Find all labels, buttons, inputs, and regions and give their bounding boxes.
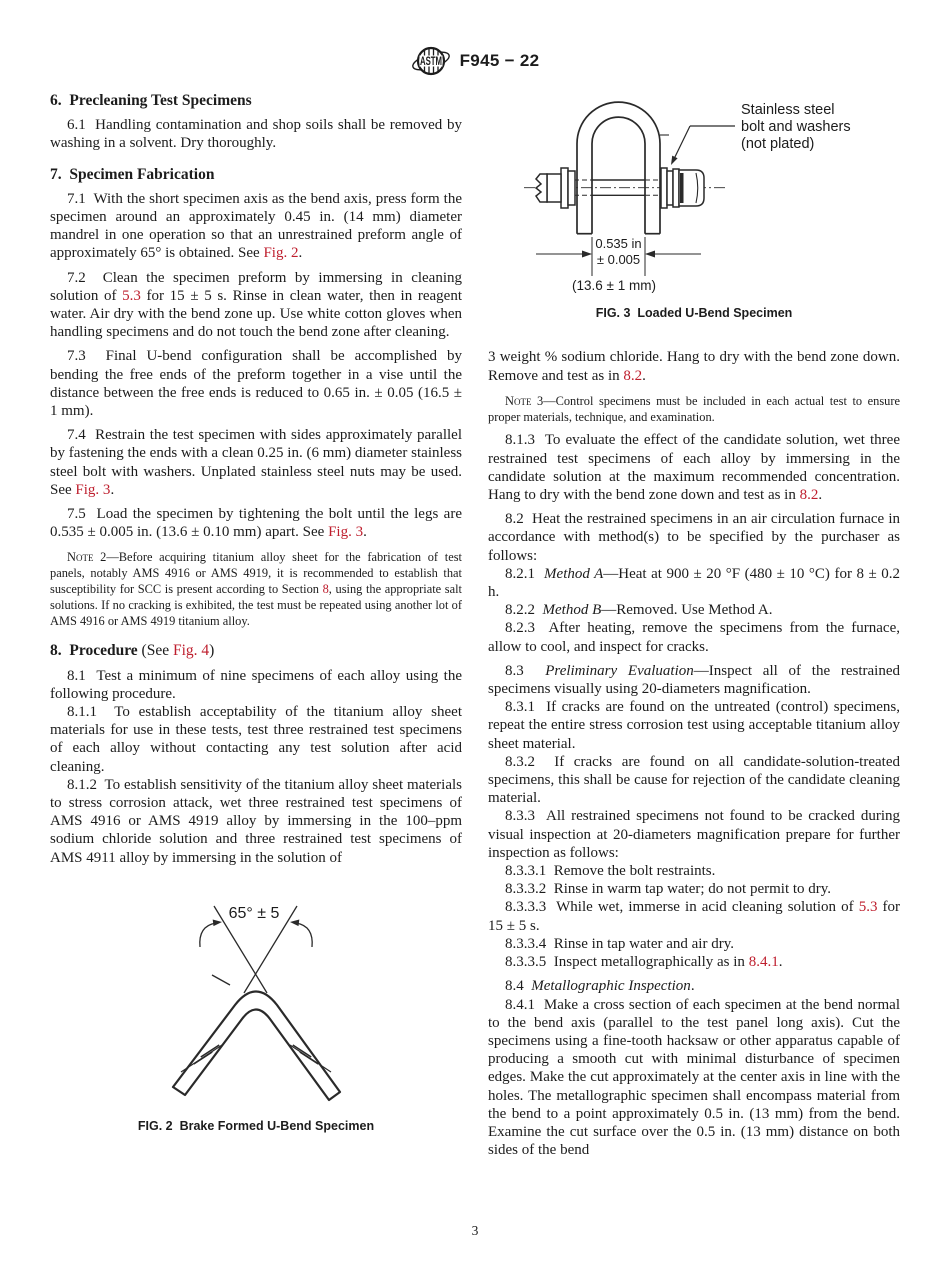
paragraph-8-3: 8.3 Preliminary Evaluation—Inspect all of the restrained specimens visually using 20-diameters magnification. bbox=[488, 662, 900, 698]
note-2: Note 2—Before acquiring titanium alloy sheet for the fabrication of test panels, notably AMS 4916 or AMS 4919, it is recommended to establish that susceptibility for SCC is present according to Section 8, using the appropriate salt solutions. If no cracking is exhibited, the test must be repeated using another lot of AMS 4916 or AMS 4919 titanium alloy. bbox=[50, 550, 462, 628]
paragraph-8-3-2: 8.3.2 If cracks are found on all candidate-solution-treated specimens, this shall be cause for rejection of the candidate cleaning material. bbox=[488, 753, 900, 807]
paragraph-8-1-3: 8.1.3 To evaluate the effect of the candidate solution, wet three restrained test specimens of each alloy by immersing in the candidate solution at the maximum recommended concentration. Hang to dry with the bend zone down and test as in 8.2. bbox=[488, 432, 900, 504]
ref-link[interactable]: Fig. 2 bbox=[263, 245, 299, 262]
gap-dimension-mm: (13.6 ± 1 mm) bbox=[572, 278, 656, 293]
paragraph-8-3-3-1: 8.3.3.1 Remove the bolt restraints. bbox=[505, 863, 716, 880]
ref-link[interactable]: 5.3 bbox=[858, 899, 878, 916]
section-7-heading: 7. Specimen Fabrication bbox=[50, 165, 215, 183]
bolt-label-line1: Stainless steel bbox=[741, 102, 835, 118]
astm-logo-text: ASTM bbox=[419, 54, 442, 68]
u-bend-specimen bbox=[577, 102, 669, 234]
left-column bbox=[50, 90, 462, 1159]
paragraph-8-2-3: 8.2.3 After heating, remove the specimens from the furnace, allow to cool, and inspect for cracks. bbox=[488, 620, 900, 655]
ref-link[interactable]: Fig. 3 bbox=[328, 524, 364, 541]
paragraph-8-1: 8.1 Test a minimum of nine specimens of each alloy using the following procedure. bbox=[50, 667, 462, 702]
paragraph-8-3-3-2: 8.3.3.2 Rinse in warm tap water; do not permit to dry. bbox=[505, 881, 832, 898]
paragraph-8-1-1: 8.1.1 To establish acceptability of the titanium alloy sheet materials for use in these tests, test three restrained test specimens of each alloy without contacting any test solution after acid cleaning. bbox=[50, 704, 462, 775]
ref-link[interactable]: 8.2 bbox=[623, 367, 643, 384]
washers-and-nut-right bbox=[661, 168, 704, 208]
section-8-heading: 8. Procedure (See Fig. 4) bbox=[50, 642, 215, 660]
paragraph-7-3: 7.3 Final U-bend configuration shall be accomplished by bending the free ends of the preform together in a vise until the distance between the free ends is reduced to 0.65 in. ± 0.05 (16.5 ± 1 mm). bbox=[50, 348, 462, 420]
bolt-head-and-washer-left bbox=[536, 168, 575, 208]
paragraph-8-2-1: 8.2.1 Method A—Heat at 900 ± 20 °F (480 ± 10 °C) for 8 ± 0.2 h. bbox=[488, 565, 900, 601]
paragraph-8-1-2: 8.1.2 To establish sensitivity of the titanium alloy sheet materials to stress corrosion attack, wet three restrained test specimens of AMS 4916 or AMS 4919 alloy by immersing in the 100–ppm sodium chloride solution and three restrained test specimens of AMS 4911 alloy by immersing in the solution of bbox=[50, 776, 462, 866]
paragraph-8-3-3-4: 8.3.3.4 Rinse in tap water and air dry. bbox=[505, 935, 734, 952]
paragraph-8-3-3-3: 8.3.3.3 While wet, immerse in acid cleaning solution of 5.3 for 15 ± 5 s. bbox=[488, 899, 900, 934]
bolt-label-line2: bolt and washers bbox=[741, 119, 851, 135]
paragraph-6-1: 6.1 Handling contamination and shop soils shall be removed by washing in a solvent. Dry thoroughly. bbox=[50, 117, 462, 152]
paragraph-8-2-2: 8.2.2 Method B—Removed. Use Method A. bbox=[505, 602, 773, 619]
gap-dimension-inches-line1: 0.535 in bbox=[595, 236, 642, 251]
label-leader-line bbox=[671, 126, 735, 165]
figure-3-caption: FIG. 3 Loaded U-Bend Specimen bbox=[595, 306, 793, 321]
angle-arrow-left bbox=[200, 919, 222, 947]
astm-logo-icon bbox=[411, 43, 451, 79]
paragraph-8-4-1: 8.4.1 Make a cross section of each specimen at the bend normal to the bend axis (parallel to the test panel long axis). Cut the specimens using a fine-tooth hacksaw or other apparatus capable of producing a smooth cut with minimal disturbance of specimen edges. Make the cut approximately at the center axis in line with the holes. The metallographic specimen shall encompass material from the bend to a point approximately 0.5 in. (13 mm) from the bend. Examine the cut surface over the 0.5 in. (13 mm) distance on both sides of the bend bbox=[488, 996, 900, 1159]
note-3: Note 3—Control specimens must be included in each actual test to ensure proper materials, technique, and examination. bbox=[488, 393, 900, 424]
ref-link[interactable]: 8.2 bbox=[799, 487, 819, 504]
two-column-layout bbox=[50, 90, 900, 1159]
gap-dimension-inches-line2: ± 0.005 bbox=[596, 252, 641, 267]
ref-link[interactable]: 8.4.1 bbox=[748, 954, 779, 971]
paragraph-7-4: 7.4 Restrain the test specimen with sides approximately parallel by fastening the ends with a clean 0.25 in. (6 mm) diameter stainless steel bolt with washers. Unplated stainless steel nuts may be used. See Fig. 3. bbox=[50, 427, 462, 498]
figure-2-caption: FIG. 2 Brake Formed U-Bend Specimen bbox=[137, 1119, 375, 1134]
u-bend-specimen-outline bbox=[173, 991, 340, 1100]
paragraph-8-1-2-continued: 3 weight % sodium chloride. Hang to dry with the bend zone down. Remove and test as in 8.2. bbox=[488, 349, 900, 384]
paragraph-8-3-3: 8.3.3 All restrained specimens not found to be cracked during visual inspection at 20-diameters magnification prepare for further inspection as follows: bbox=[488, 808, 900, 861]
paragraph-8-4: 8.4 Metallographic Inspection. bbox=[505, 978, 695, 995]
figure-3-drawing bbox=[488, 90, 900, 296]
angle-label: 65° ± 5 bbox=[228, 904, 280, 922]
ref-link[interactable]: 8 bbox=[322, 582, 329, 597]
paragraph-8-3-1: 8.3.1 If cracks are found on the untreated (control) specimens, repeat the entire stress corrosion test using acceptable titanium alloy sheet material. bbox=[488, 699, 900, 752]
ref-link[interactable]: 5.3 bbox=[122, 287, 141, 304]
paragraph-8-2: 8.2 Heat the restrained specimens in an air circulation furnace in accordance with method(s) to be specified by the purchaser as follows: bbox=[488, 511, 900, 564]
section-6-heading: 6. Precleaning Test Specimens bbox=[50, 92, 252, 109]
right-column bbox=[488, 90, 900, 1159]
paragraph-7-2: 7.2 Clean the specimen preform by immersing in cleaning solution of 5.3 for 15 ± 5 s. Rinse in clean water, then in reagent water. Air dry with the bend zone up. Use white cotton gloves when handling specimens and do not touch the bend zone after cleaning. bbox=[50, 269, 463, 341]
ref-link[interactable]: Fig. 3 bbox=[75, 481, 111, 498]
paragraph-7-5: 7.5 Load the specimen by tightening the bolt until the legs are 0.535 ± 0.005 in. (13.6 ± 0.10 mm) apart. See Fig. 3. bbox=[50, 506, 462, 541]
bolt-label-line3: (not plated) bbox=[741, 136, 815, 152]
figure-2-drawing bbox=[50, 881, 462, 1109]
figure-2 bbox=[50, 881, 462, 1135]
angle-arrow-right bbox=[290, 919, 312, 947]
page-header bbox=[50, 40, 900, 82]
ref-link[interactable]: Fig. 4 bbox=[172, 642, 210, 660]
paragraph-7-1: 7.1 With the short specimen axis as the bend axis, press form the specimen around an approximately 0.45 in. (14 mm) diameter mandrel in one operation so that an unrestrained preform angle of approximately 65° is obtained. See Fig. 2. bbox=[50, 190, 462, 262]
figure-3 bbox=[488, 90, 900, 322]
paragraph-8-3-3-5: 8.3.3.5 Inspect metallographically as in 8.4.1. bbox=[505, 954, 783, 971]
page-number: 3 bbox=[471, 1223, 479, 1238]
standard-code: F945 − 22 bbox=[459, 51, 540, 70]
